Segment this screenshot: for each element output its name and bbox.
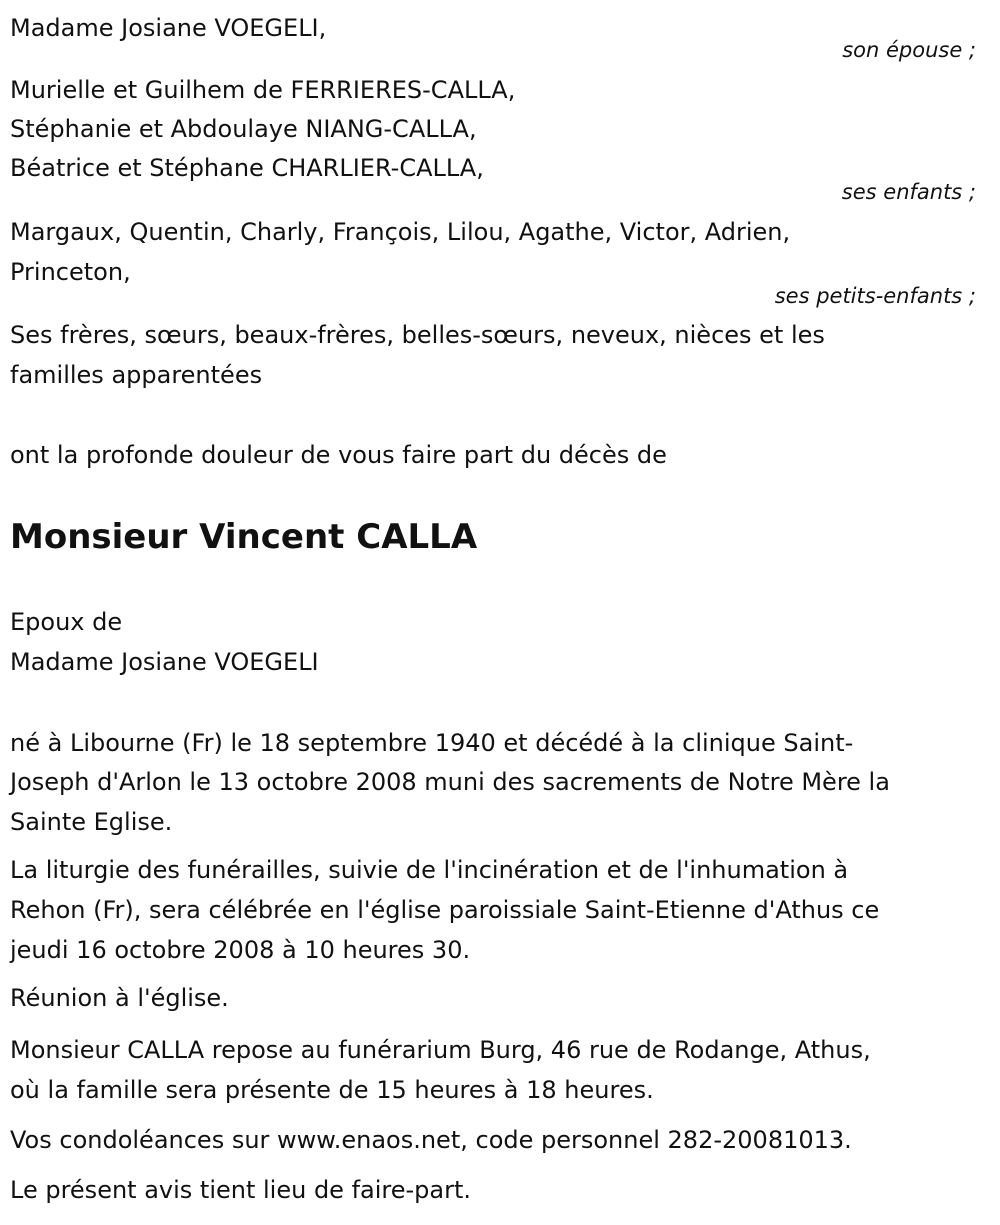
- grandchildren-line: Margaux, Quentin, Charly, François, Lilou, Agathe, Victor, Adrien,: [10, 218, 791, 246]
- birth-death-line: Joseph d'Arlon le 13 octobre 2008 muni des sacrements de Notre Mère la: [10, 768, 890, 796]
- grandchildren-line: Princeton,: [10, 258, 131, 286]
- deceased-name: Monsieur Vincent CALLA: [10, 517, 478, 557]
- relatives-line: Ses frères, sœurs, beaux-frères, belles-sœurs, neveux, nièces et les: [10, 321, 825, 349]
- spouse-role: son épouse ;: [842, 38, 976, 62]
- rest-line: où la famille sera présente de 15 heures à 18 heures.: [10, 1076, 654, 1104]
- notice-line: Le présent avis tient lieu de faire-part.: [10, 1176, 472, 1204]
- rest-line: Monsieur CALLA repose au funérarium Burg, 46 rue de Rodange, Athus,: [10, 1036, 871, 1064]
- spouse-of-line: Epoux de: [10, 608, 123, 636]
- announcement: ont la profonde douleur de vous faire part du décès de: [10, 441, 667, 469]
- child-line: Stéphanie et Abdoulaye NIANG-CALLA,: [10, 115, 477, 143]
- relatives-line: familles apparentées: [10, 361, 263, 389]
- liturgy-line: La liturgie des funérailles, suivie de l'incinération et de l'inhumation à: [10, 856, 849, 884]
- grandchildren-role: ses petits-enfants ;: [774, 284, 976, 308]
- liturgy-line: Rehon (Fr), sera célébrée en l'église paroissiale Saint-Etienne d'Athus ce: [10, 896, 880, 924]
- meeting-info: Réunion à l'église.: [10, 984, 229, 1012]
- spouse-name: Madame Josiane VOEGELI,: [10, 14, 327, 42]
- liturgy-line: jeudi 16 octobre 2008 à 10 heures 30.: [10, 936, 471, 964]
- child-line: Murielle et Guilhem de FERRIERES-CALLA,: [10, 76, 516, 104]
- spouse-of-line: Madame Josiane VOEGELI: [10, 648, 319, 676]
- child-line: Béatrice et Stéphane CHARLIER-CALLA,: [10, 154, 484, 182]
- children-role: ses enfants ;: [841, 180, 976, 204]
- condolences-info: Vos condoléances sur www.enaos.net, code personnel 282-20081013.: [10, 1126, 852, 1154]
- birth-death-line: né à Libourne (Fr) le 18 septembre 1940 et décédé à la clinique Saint-: [10, 729, 854, 757]
- birth-death-line: Sainte Eglise.: [10, 808, 173, 836]
